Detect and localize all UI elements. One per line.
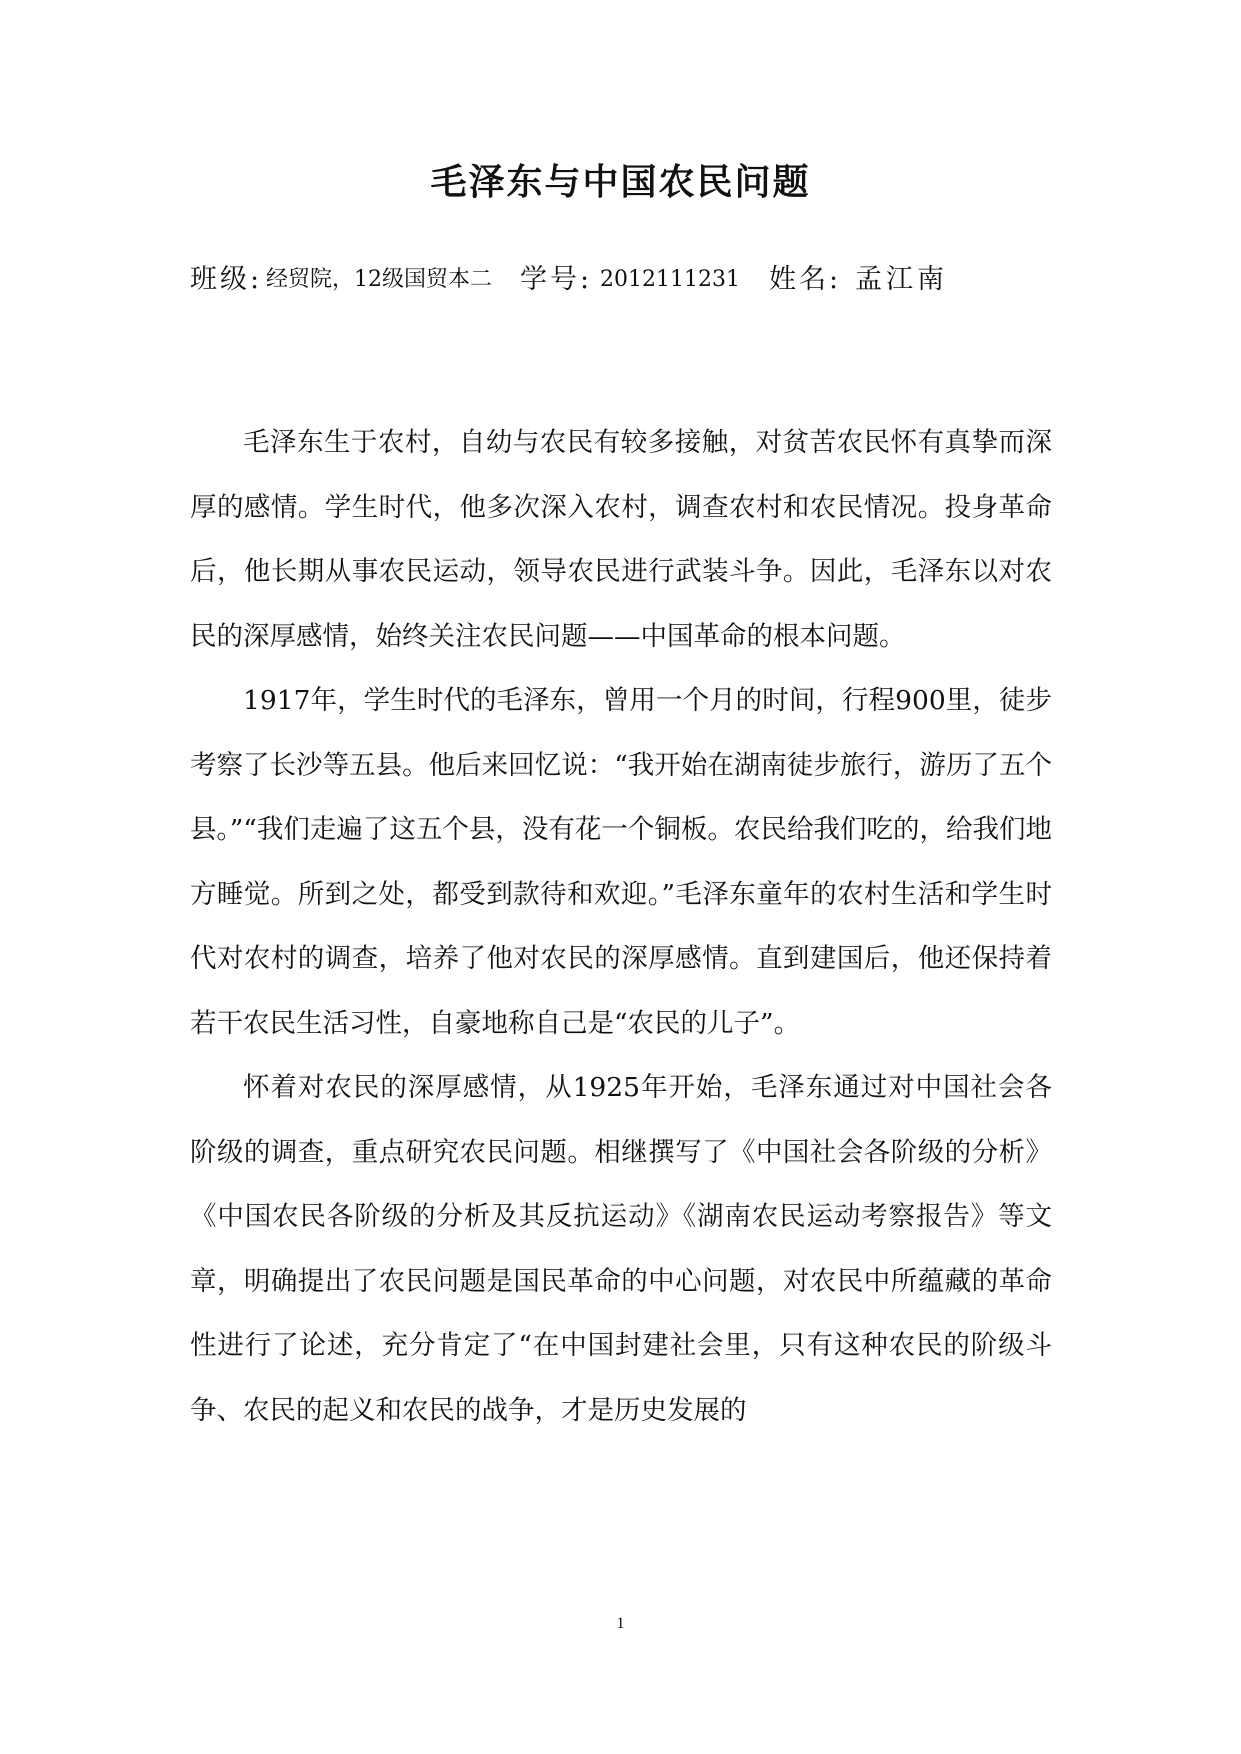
name-value: 孟江南 (855, 264, 948, 295)
page-number: 1 (616, 1615, 625, 1632)
paragraph: 毛泽东生于农村，自幼与农民有较多接触，对贫苦农民怀有真挚而深厚的感情。学生时代，他多次深入农村，调查农村和农民情况。投身革命后，他长期从事农民运动，领导农民进行武装斗争。因此，毛泽东以对农民的深厚感情，始终关注农民问题——中国革命的根本问题。 (190, 427, 1052, 652)
class-value: 经贸院，12级国贸本二 (266, 267, 492, 292)
class-label: 班级: (190, 264, 263, 295)
document-title: 毛泽东与中国农民问题 (430, 162, 811, 203)
student-info (190, 258, 1090, 302)
student-id-label: 学号: (520, 264, 593, 295)
document-body (190, 411, 1052, 1443)
paragraph: 怀着对农民的深厚感情，从1925年开始，毛泽东通过对中国社会各阶级的调查，重点研究农民问题。相继撰写了《中国社会各阶级的分析》《中国农民各阶级的分析及其反抗运动》《湖南农民运动考察报告》等文章，明确提出了农民问题是国民革命的中心问题，对农民中所蕴藏的革命性进行了论述，充分肯定了“在中国封建社会里，只有这种农民的阶级斗争、农民的起义和农民的战争，才是历史发展的 (190, 1072, 1052, 1426)
student-id-value: 2012111231 (600, 267, 740, 292)
paragraph: 1917年，学生时代的毛泽东，曾用一个月的时间，行程900里，徒步考察了长沙等五县。他后来回忆说：“我开始在湖南徒步旅行，游历了五个县。”“我们走遍了这五个县，没有花一个铜板。农民给我们吃的，给我们地方睡觉。所到之处，都受到款待和欢迎。”毛泽东童年的农村生活和学生时代对农村的调查，培养了他对农民的深厚感情。直到建国后，他还保持着若干农民生活习性，自豪地称自己是“农民的儿子”。 (190, 685, 1052, 1039)
name-label: 姓名: (769, 264, 842, 295)
